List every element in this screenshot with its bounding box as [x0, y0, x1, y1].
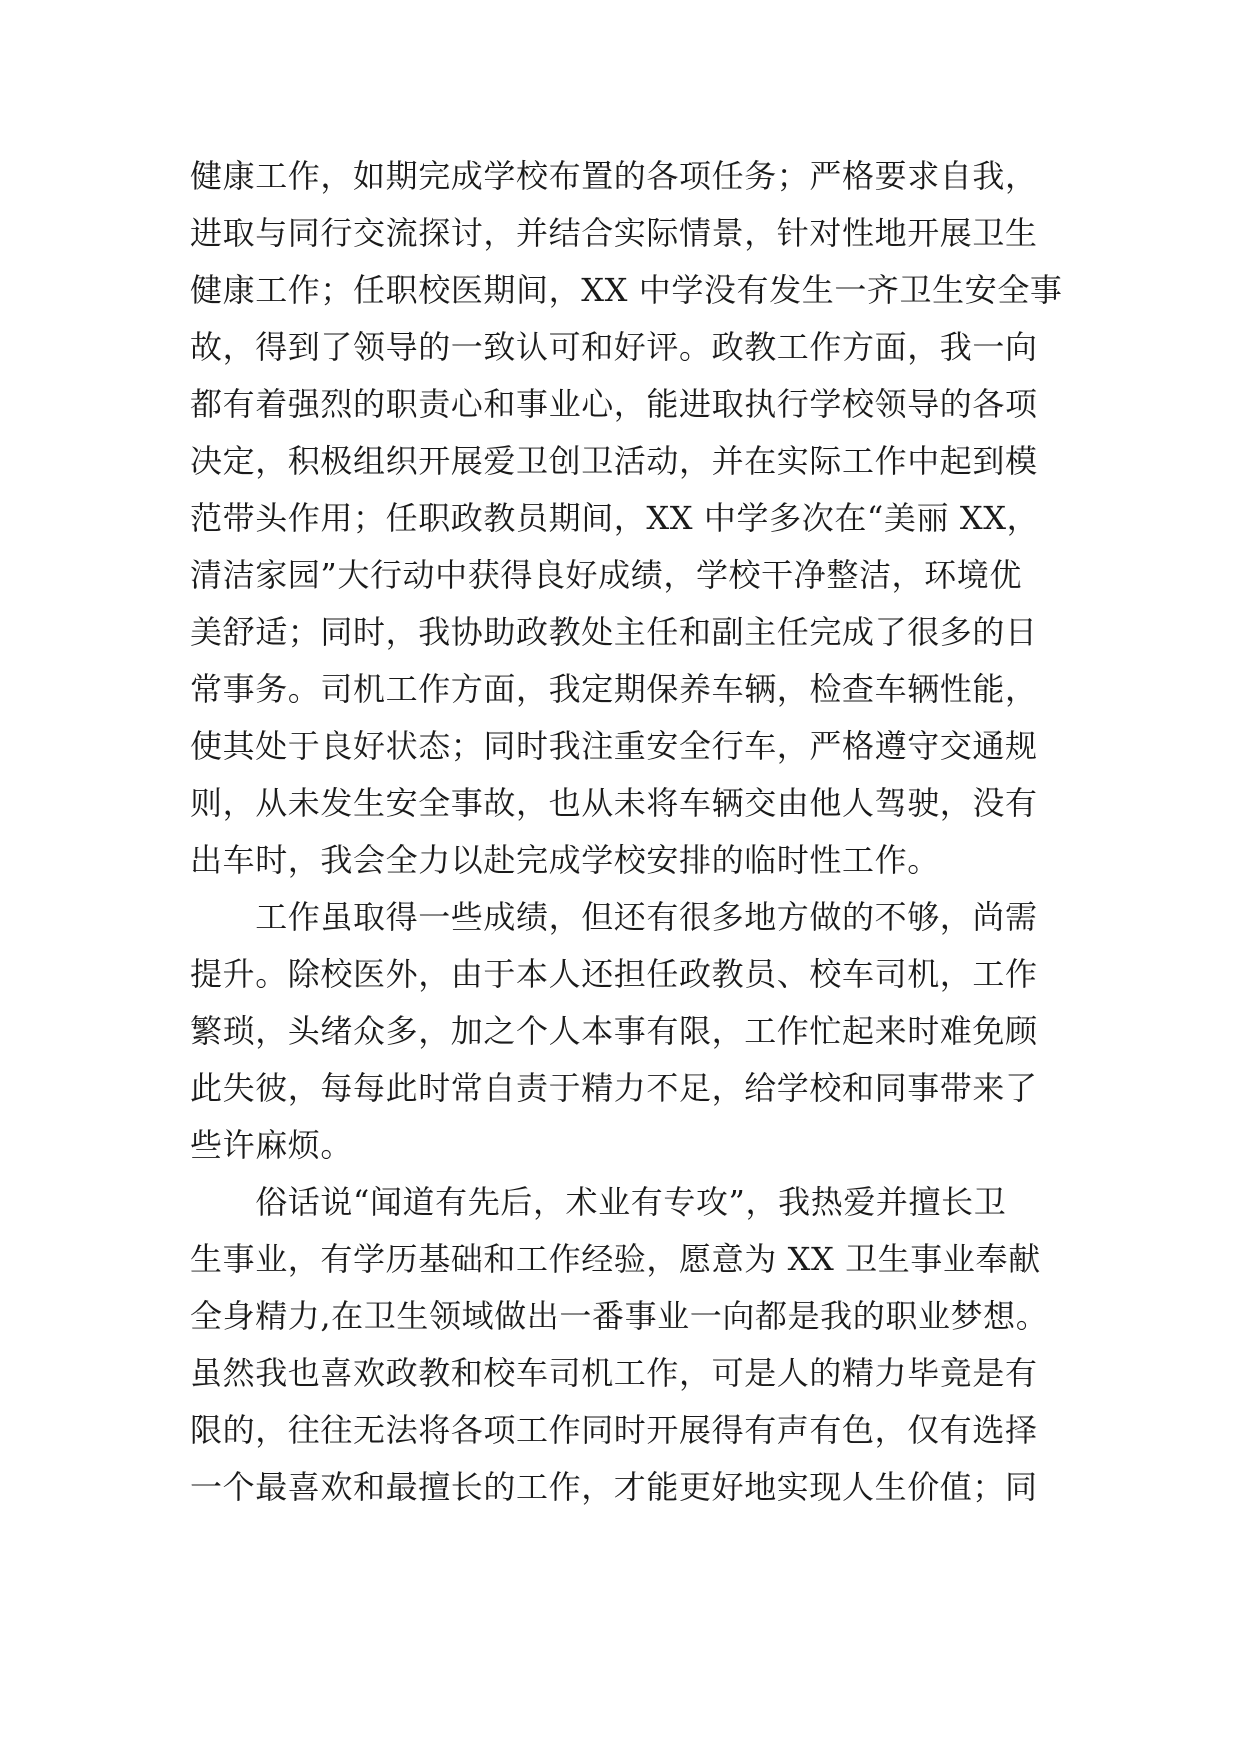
text-line: 全身精力,在卫生领域做出一番事业一向都是我的职业梦想。: [190, 1297, 1049, 1335]
text-line: 此失彼，每每此时常自责于精力不足，给学校和同事带来了: [190, 1069, 1038, 1107]
text-line: 常事务。司机工作方面，我定期保养车辆，检查车辆性能，: [190, 670, 1038, 708]
text-line: 进取与同行交流探讨，并结合实际情景，针对性地开展卫生: [190, 214, 1038, 252]
text-line: 些许麻烦。: [190, 1126, 354, 1164]
body-text: [190, 148, 1070, 1516]
text-line: 范带头作用；任职政教员期间，XX 中学多次在“美丽 XX，: [190, 499, 1040, 537]
text-line: 使其处于良好状态；同时我注重安全行车，严格遵守交通规: [190, 727, 1038, 765]
text-line: 繁琐，头绪众多，加之个人本事有限，工作忙起来时难免顾: [190, 1012, 1038, 1050]
text-line: 出车时，我会全力以赴完成学校安排的临时性工作。: [190, 841, 940, 879]
text-line: 决定，积极组织开展爱卫创卫活动，并在实际工作中起到模: [190, 442, 1038, 480]
text-line: 则，从未发生安全事故，也从未将车辆交由他人驾驶，没有: [190, 784, 1038, 822]
text-line: 都有着强烈的职责心和事业心，能进取执行学校领导的各项: [190, 385, 1038, 423]
text-line: 美舒适；同时，我协助政教处主任和副主任完成了很多的日: [190, 613, 1038, 651]
text-line: 虽然我也喜欢政教和校车司机工作，可是人的精力毕竟是有: [190, 1354, 1038, 1392]
text-line: 清洁家园”大行动中获得良好成绩，学校干净整洁，环境优: [190, 556, 1022, 594]
text-line: 提升。除校医外，由于本人还担任政教员、校车司机，工作: [190, 955, 1038, 993]
text-line: 俗话说“闻道有先后，术业有专攻”，我热爱并擅长卫: [190, 1183, 1007, 1221]
text-line: 健康工作；任职校医期间，XX 中学没有发生一齐卫生安全事: [190, 271, 1063, 309]
text-line: 工作虽取得一些成绩，但还有很多地方做的不够，尚需: [190, 898, 1038, 936]
text-line: 一个最喜欢和最擅长的工作，才能更好地实现人生价值；同: [190, 1468, 1038, 1506]
text-line: 限的，往往无法将各项工作同时开展得有声有色，仅有选择: [190, 1411, 1038, 1449]
text-line: 健康工作，如期完成学校布置的各项任务；严格要求自我，: [190, 157, 1038, 195]
text-line: 生事业，有学历基础和工作经验，愿意为 XX 卫生事业奉献: [190, 1240, 1041, 1278]
text-line: 故，得到了领导的一致认可和好评。政教工作方面，我一向: [190, 328, 1038, 366]
